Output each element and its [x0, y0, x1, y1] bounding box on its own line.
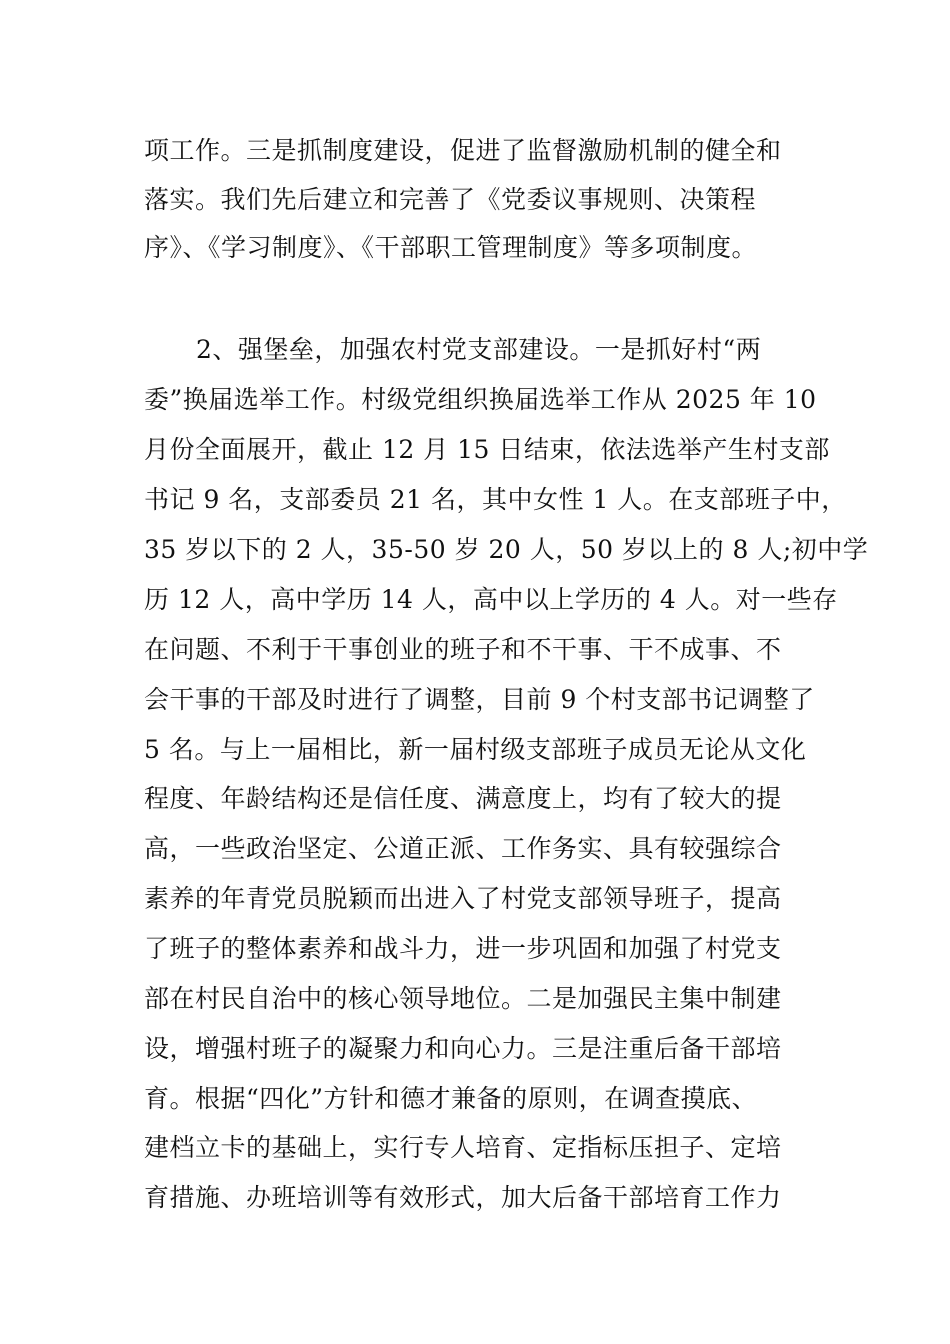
paragraph-2-line-17: 建档立卡的基础上，实行专人培育、定指标压担子、定培 — [144, 1133, 782, 1162]
paragraph-2-line-8: 会干事的干部及时进行了调整，目前 9 个村支部书记调整了 — [144, 685, 815, 714]
paragraph-2-line-7: 在问题、不利于干事创业的班子和不干事、干不成事、不 — [144, 635, 782, 664]
paragraph-2-line-1: 2、强堡垒，加强农村党支部建设。一是抓好村“两 — [196, 335, 762, 364]
paragraph-1-line-1: 项工作。三是抓制度建设，促进了监督激励机制的健全和 — [144, 136, 782, 165]
paragraph-2-line-14: 部在村民自治中的核心领导地位。二是加强民主集中制建 — [144, 984, 782, 1013]
paragraph-2-line-13: 了班子的整体素养和战斗力，进一步巩固和加强了村党支 — [144, 934, 782, 963]
paragraph-2-line-5: 35 岁以下的 2 人，35-50 岁 20 人，50 岁以上的 8 人;初中学 — [144, 535, 869, 564]
paragraph-2-line-2: 委”换届选举工作。村级党组织换届选举工作从 2025 年 10 — [144, 385, 817, 414]
paragraph-2-line-16: 育。根据“四化”方针和德才兼备的原则，在调查摸底、 — [144, 1084, 758, 1113]
paragraph-1-line-3: 序》、《学习制度》、《干部职工管理制度》等多项制度。 — [144, 233, 758, 262]
paragraph-2-line-11: 高，一些政治坚定、公道正派、工作务实、具有较强综合 — [144, 834, 782, 863]
paragraph-2-line-18: 育措施、办班培训等有效形式，加大后备干部培育工作力 — [144, 1183, 782, 1212]
paragraph-2-line-3: 月份全面展开，截止 12 月 15 日结束，依法选举产生村支部 — [144, 435, 830, 464]
paragraph-2-line-9: 5 名。与上一届相比，新一届村级支部班子成员无论从文化 — [144, 735, 807, 764]
paragraph-2-line-4: 书记 9 名，支部委员 21 名，其中女性 1 人。在支部班子中， — [144, 485, 847, 514]
paragraph-1-line-2: 落实。我们先后建立和完善了《党委议事规则、决策程 — [144, 185, 757, 214]
paragraph-2-line-12: 素养的年青党员脱颖而出进入了村党支部领导班子，提高 — [144, 884, 782, 913]
paragraph-2-line-6: 历 12 人，高中学历 14 人，高中以上学历的 4 人。对一些存 — [144, 585, 838, 614]
paragraph-2-line-15: 设，增强村班子的凝聚力和向心力。三是注重后备干部培 — [144, 1034, 782, 1063]
paragraph-2-line-10: 程度、年龄结构还是信任度、满意度上，均有了较大的提 — [144, 784, 782, 813]
